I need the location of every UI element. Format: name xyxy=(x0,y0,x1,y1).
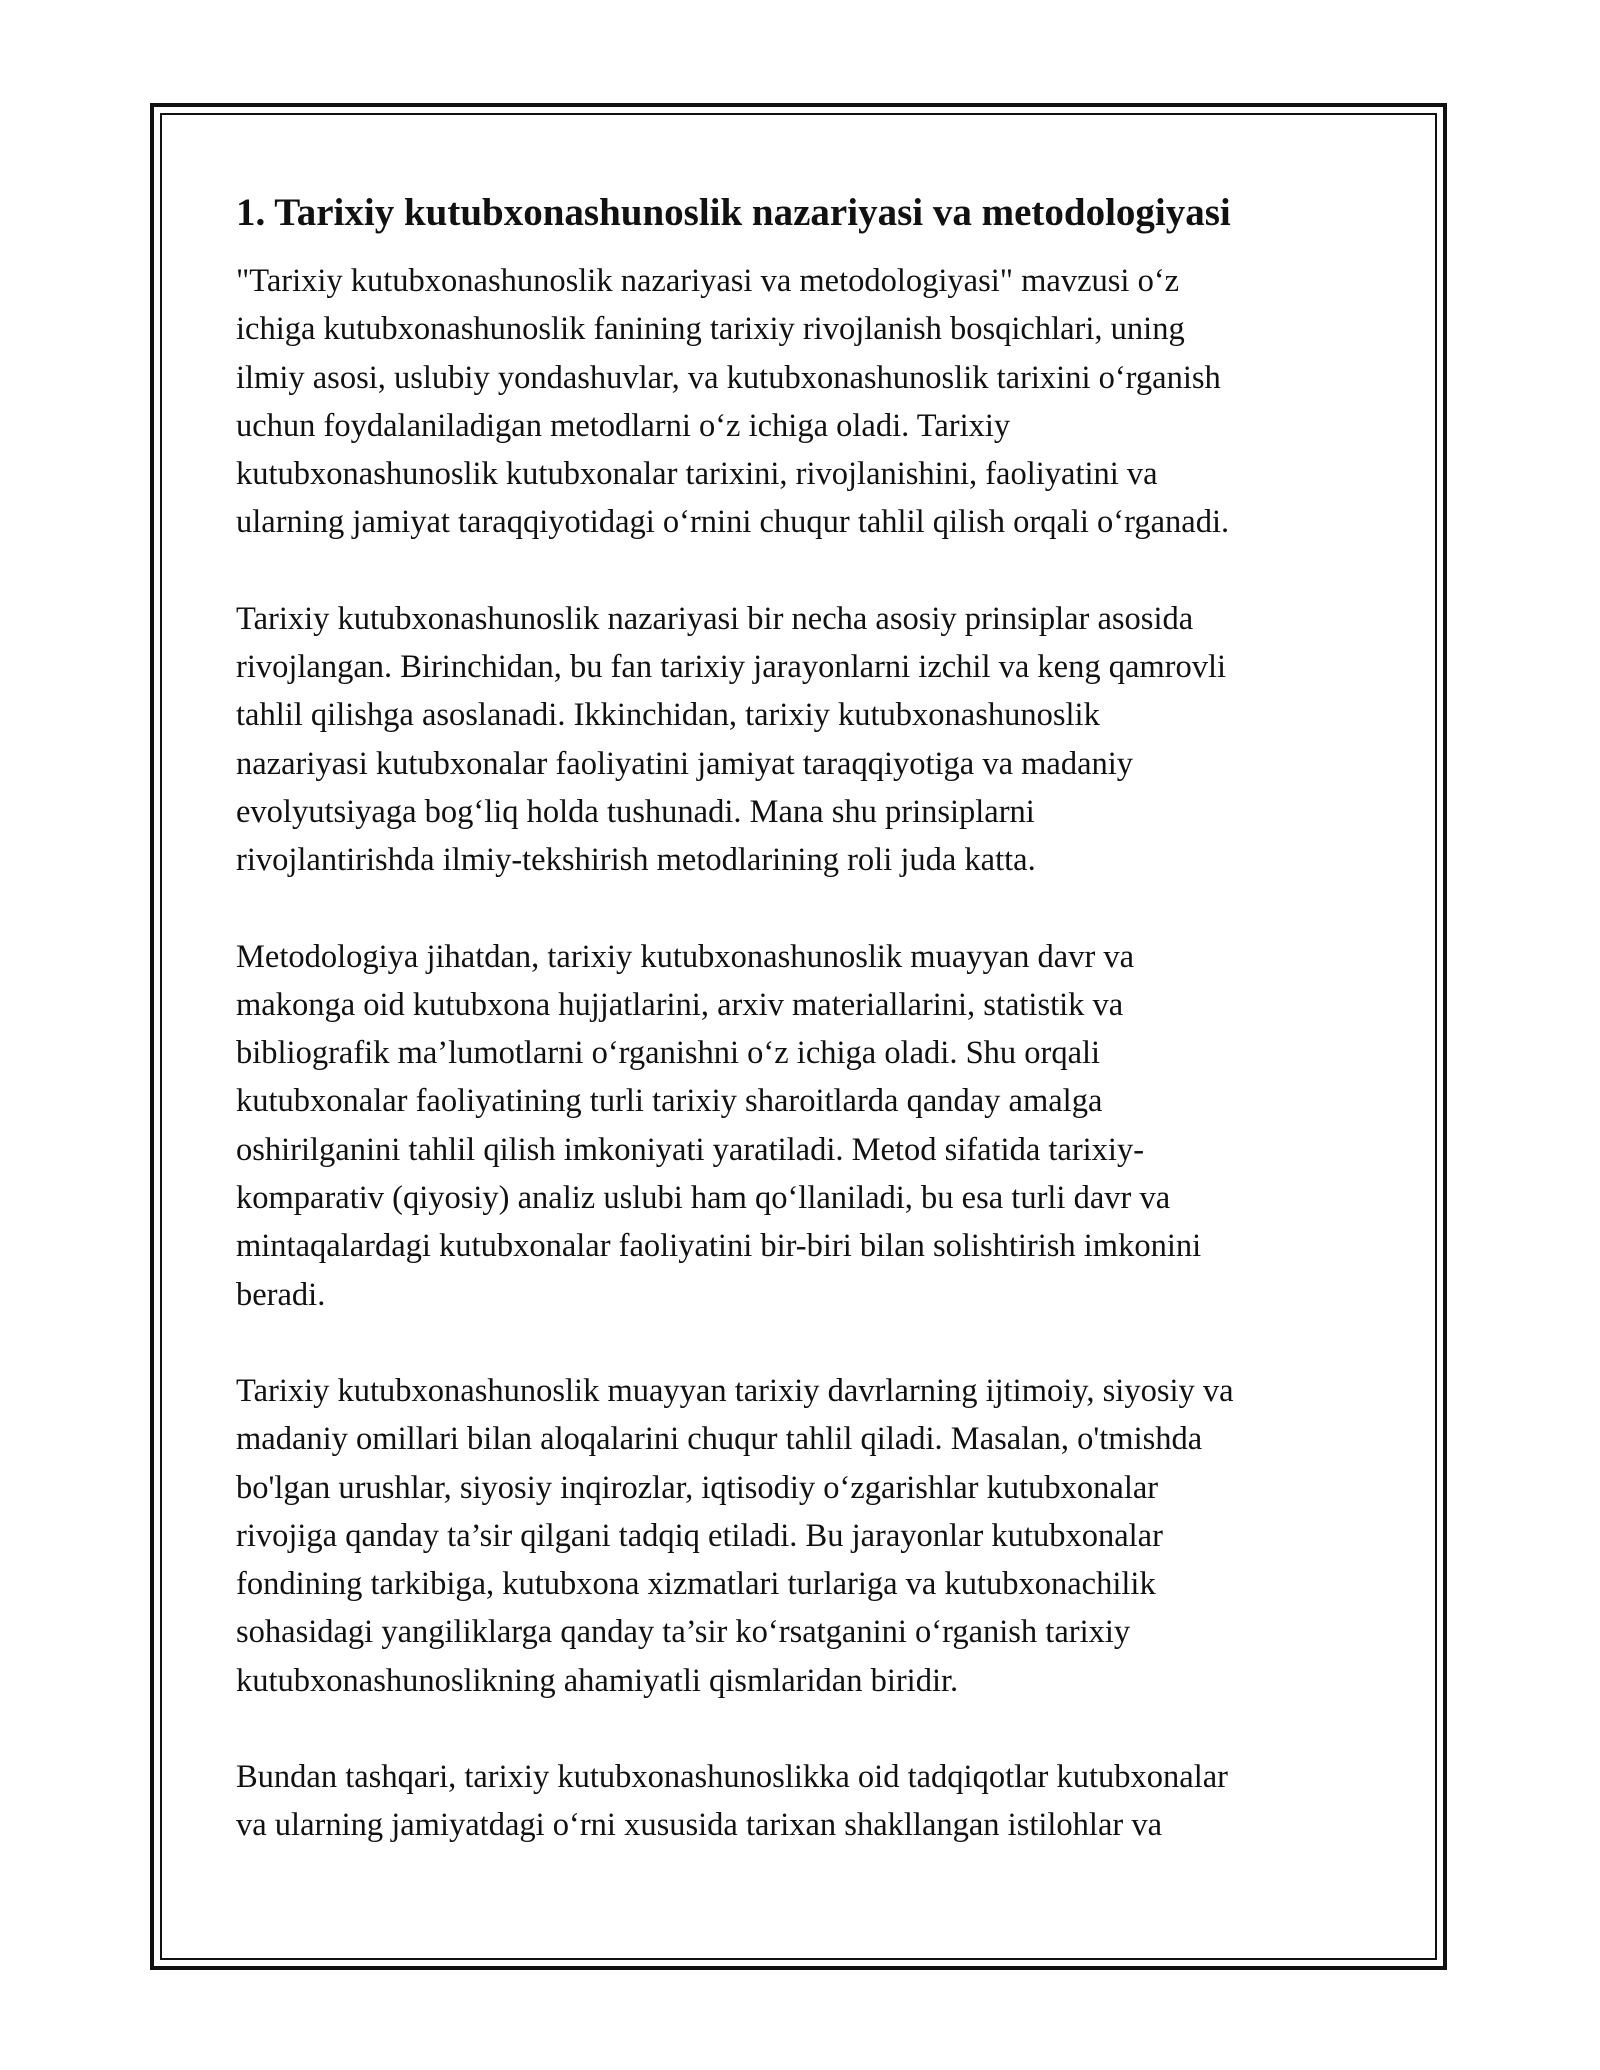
paragraph xyxy=(236,1367,1386,1705)
text-line: makonga oid kutubxona hujjatlarini, arxiv materiallarini, statistik va xyxy=(236,986,1124,1023)
text-line: Tarixiy kutubxonashunoslik nazariyasi bir necha asosiy prinsiplar asosida xyxy=(236,600,1194,637)
text-line: oshirilganini tahlil qilish imkoniyati yaratiladi. Metod sifatida tarixiy- xyxy=(236,1131,1145,1168)
text-line: madaniy omillari bilan aloqalarini chuqur tahlil qiladi. Masalan, o'tmishda xyxy=(236,1421,1203,1458)
text-line: evolyutsiyaga bog‘liq holda tushunadi. Mana shu prinsiplarni xyxy=(236,793,1035,830)
text-line: kutubxonalar faoliyatining turli tarixiy sharoitlarda qanday amalga xyxy=(236,1083,1103,1120)
text-line: Tarixiy kutubxonashunoslik muayyan tarixiy davrlarning ijtimoiy, siyosiy va xyxy=(236,1372,1234,1409)
text-line: tahlil qilishga asoslanadi. Ikkinchidan, tarixiy kutubxonashunoslik xyxy=(236,697,1100,734)
text-line: Bundan tashqari, tarixiy kutubxonashunoslikka oid tadqiqotlar kutubxonalar xyxy=(236,1759,1228,1796)
text-line: fondining tarkibiga, kutubxona xizmatlari turlariga va kutubxonachilik xyxy=(236,1566,1156,1603)
text-line: bibliografik ma’lumotlarni o‘rganishni o‘z ichiga oladi. Shu orqali xyxy=(236,1035,1101,1072)
text-line: "Tarixiy kutubxonashunoslik nazariyasi va metodologiyasi" mavzusi o‘z xyxy=(236,263,1180,299)
section-heading: 1. Tarixiy kutubxonashunoslik nazariyasi va metodologiyasi xyxy=(236,191,1231,234)
text-line: rivojlantirishda ilmiy-tekshirish metodlarining roli juda katta. xyxy=(236,842,1036,879)
paragraph-list xyxy=(236,257,1386,1850)
text-line: bo'lgan urushlar, siyosiy inqirozlar, iqtisodiy o‘zgarishlar kutubxonalar xyxy=(236,1469,1159,1506)
text-line: komparativ (qiyosiy) analiz uslubi ham qo‘llaniladi, bu esa turli davr va xyxy=(236,1180,1171,1217)
text-line: ularning jamiyat taraqqiyotidagi o‘rnini chuqur tahlil qilish orqali o‘rganadi. xyxy=(236,504,1230,541)
text-line: ichiga kutubxonashunoslik fanining tarixiy rivojlanish bosqichlari, uning xyxy=(236,311,1185,348)
paragraph xyxy=(236,933,1386,1319)
paragraph xyxy=(236,257,1386,547)
text-line: sohasidagi yangiliklarga qanday ta’sir ko‘rsatganini o‘rganish tarixiy xyxy=(236,1614,1131,1651)
text-line: kutubxonashunoslikning ahamiyatli qismlaridan biridir. xyxy=(236,1662,959,1699)
text-line: rivojlangan. Birinchidan, bu fan tarixiy jarayonlarni izchil va keng qamrovli xyxy=(236,649,1227,686)
text-line: uchun foydalaniladigan metodlarni o‘z ichiga oladi. Tarixiy xyxy=(236,407,1011,444)
paragraph xyxy=(236,595,1386,885)
text-line: mintaqalardagi kutubxonalar faoliyatini bir-biri bilan solishtirish imkonini xyxy=(236,1228,1202,1265)
paragraph xyxy=(236,1753,1386,1850)
text-line: va ularning jamiyatdagi o‘rni xususida tarixan shakllangan istilohlar va xyxy=(236,1807,1163,1844)
document-body xyxy=(236,185,1386,1898)
text-line: beradi. xyxy=(236,1276,326,1313)
text-line: nazariyasi kutubxonalar faoliyatini jamiyat taraqqiyotiga va madaniy xyxy=(236,745,1134,782)
text-line: Metodologiya jihatdan, tarixiy kutubxonashunoslik muayyan davr va xyxy=(236,938,1135,975)
text-line: ilmiy asosi, uslubiy yondashuvlar, va kutubxonashunoslik tarixini o‘rganish xyxy=(236,359,1221,396)
text-line: kutubxonashunoslik kutubxonalar tarixini, rivojlanishini, faoliyatini va xyxy=(236,456,1158,493)
text-line: rivojiga qanday ta’sir qilgani tadqiq etiladi. Bu jarayonlar kutubxonalar xyxy=(236,1517,1163,1554)
